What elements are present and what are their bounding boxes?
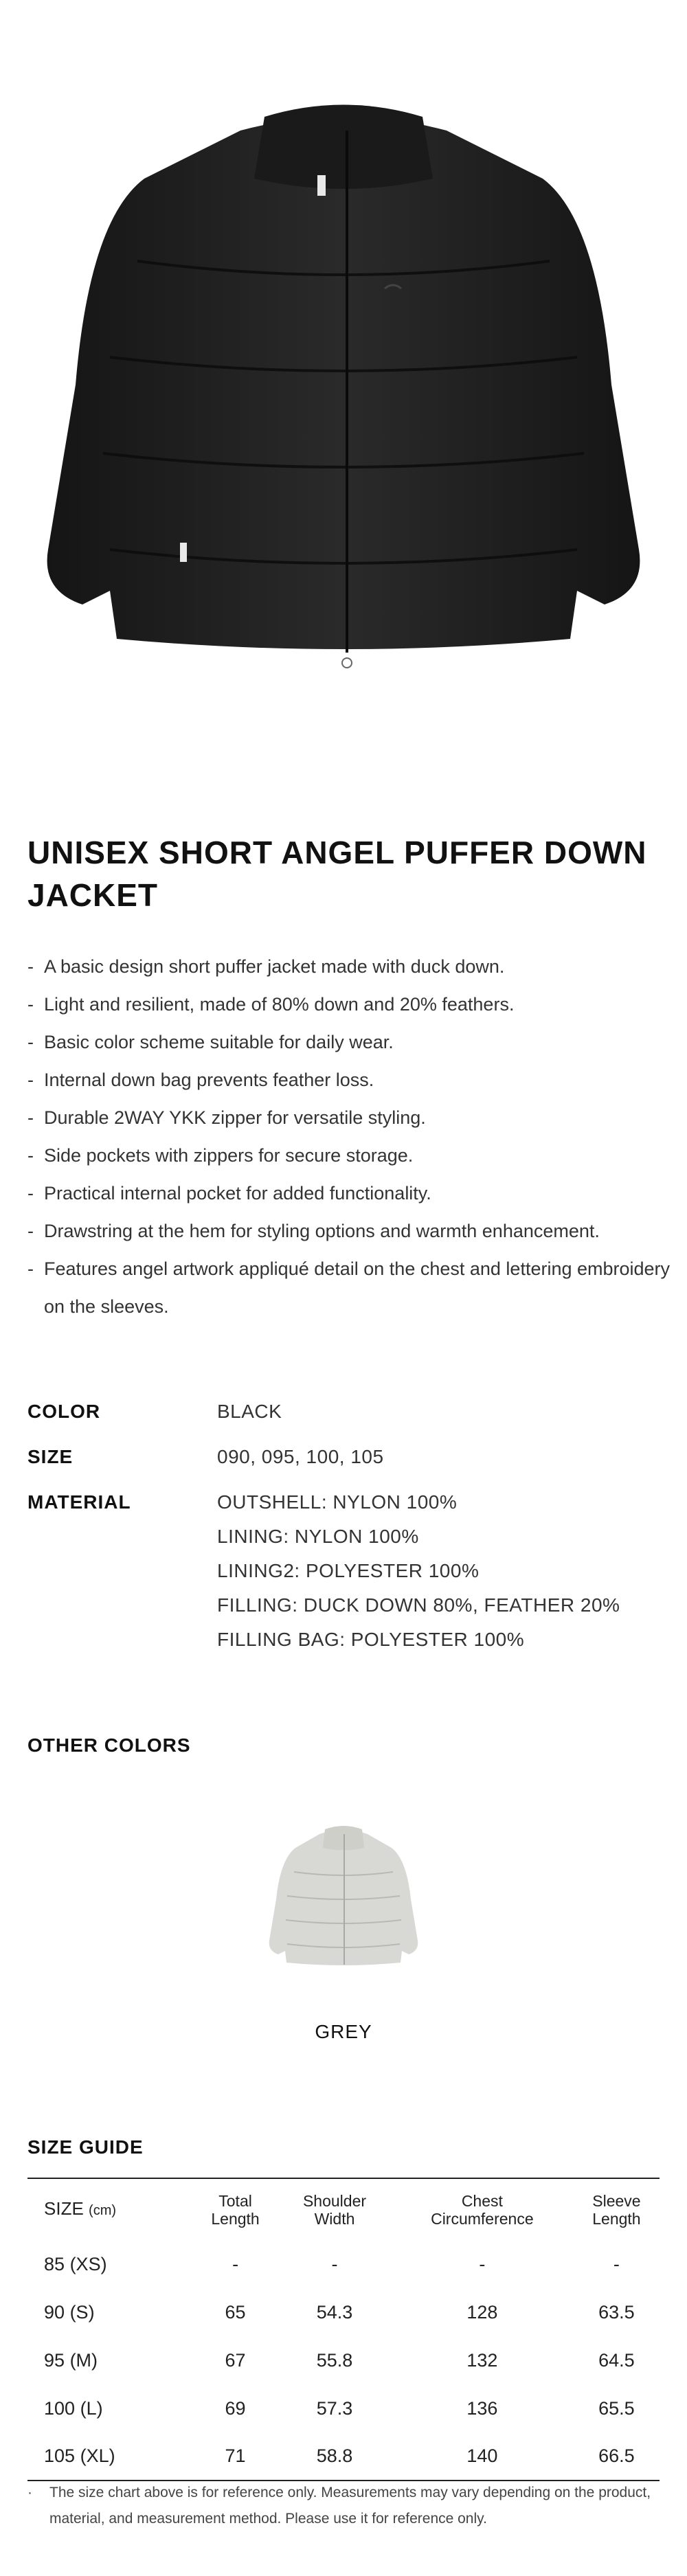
table-row: 85 (XS) - - - - [44,2253,620,2274]
feature-item: - Drawstring at the hem for styling options and warmth enhancement. [27,1212,673,1250]
column-header: Chest Circumference [431,2191,534,2228]
feature-item: - Practical internal pocket for added functionality. [27,1175,673,1212]
material-value: LINING: NYLON 100% [217,1526,419,1547]
material-value: FILLING BAG: POLYESTER 100% [217,1629,525,1650]
feature-item: - Light and resilient, made of 80% down and 20% feathers. [27,986,673,1024]
table-row: 100 (L) 69 57.3 136 65.5 [44,2397,635,2419]
spec-table [27,1394,660,1668]
spec-label: MATERIAL [27,1491,131,1513]
color-swatch-label: GREY [315,2021,372,2042]
table-header-row [27,2178,660,2240]
column-header: Shoulder Width [302,2191,367,2228]
material-value: FILLING: DUCK DOWN 80%, FEATHER 20% [217,1594,620,1616]
material-value: LINING2: POLYESTER 100% [217,1560,480,1581]
feature-list [27,948,673,1326]
feature-item: - Internal down bag prevents feather loss. [27,1061,673,1099]
color-swatch-grey[interactable] [261,1810,426,1975]
table-row: 95 (M) 67 55.8 132 64.5 [44,2349,635,2371]
feature-item: - Durable 2WAY YKK zipper for versatile styling. [27,1099,673,1137]
size-guide-note: · The size chart above is for reference only. Measurements may vary depending on the product, material, and measurement method. Please use it for reference only. [27,2480,660,2532]
spec-label: SIZE [27,1446,74,1467]
feature-item: - Features angel artwork appliqué detail on the chest and lettering embroidery on the sleeves. [27,1250,673,1326]
spec-row-material [27,1485,660,1657]
size-guide-table [27,2178,660,2481]
column-header-size: SIZE (cm) [44,2198,117,2219]
product-title: UNISEX SHORT ANGEL PUFFER DOWN JACKET [27,835,647,913]
column-header: Sleeve Length [592,2191,641,2228]
product-image [0,0,687,797]
spec-row-size [27,1440,660,1474]
feature-item: - Basic color scheme suitable for daily wear. [27,1024,673,1061]
spec-value: 090, 095, 100, 105 [217,1446,384,1467]
spec-row-color [27,1394,660,1429]
other-colors-title: OTHER COLORS [27,1735,191,1756]
spec-value: BLACK [217,1401,282,1422]
jacket-black-illustration [0,0,687,797]
size-guide-title: SIZE GUIDE [27,2136,144,2158]
table-row: 105 (XL) 71 58.8 140 66.5 [44,2445,635,2466]
column-header: Total Length [211,2191,260,2228]
feature-item: - A basic design short puffer jacket made with duck down. [27,948,673,986]
spec-label: COLOR [27,1401,101,1422]
jacket-grey-thumbnail [261,1810,426,1975]
table-row: 90 (S) 65 54.3 128 63.5 [44,2301,635,2323]
feature-item: - Side pockets with zippers for secure storage. [27,1137,673,1175]
material-value: OUTSHELL: NYLON 100% [217,1491,458,1513]
